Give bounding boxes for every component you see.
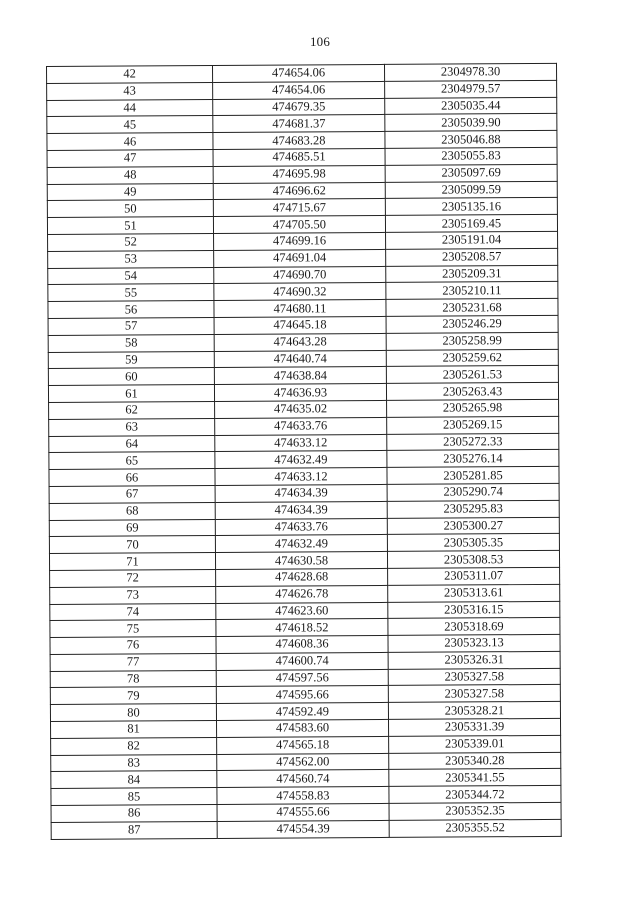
point-number-cell: 78: [50, 670, 216, 688]
point-number-cell: 59: [48, 351, 214, 369]
point-number-cell: 76: [50, 637, 216, 655]
y-coordinate-cell: 2305327.58: [388, 668, 560, 686]
x-coordinate-cell: 474634.39: [215, 501, 387, 519]
x-coordinate-cell: 474633.12: [215, 468, 387, 486]
y-coordinate-cell: 2305355.52: [389, 819, 561, 837]
x-coordinate-cell: 474595.66: [216, 686, 388, 704]
point-number-cell: 83: [51, 754, 217, 772]
x-coordinate-cell: 474690.70: [214, 266, 386, 284]
x-coordinate-cell: 474583.60: [217, 719, 389, 737]
x-coordinate-cell: 474633.76: [215, 417, 387, 435]
point-number-cell: 71: [49, 553, 215, 571]
y-coordinate-cell: 2305259.62: [386, 349, 558, 367]
y-coordinate-cell: 2305097.69: [385, 164, 557, 182]
y-coordinate-cell: 2305135.16: [385, 198, 557, 216]
y-coordinate-cell: 2305290.74: [387, 483, 559, 501]
y-coordinate-cell: 2305276.14: [387, 450, 559, 468]
x-coordinate-cell: 474643.28: [214, 333, 386, 351]
x-coordinate-cell: 474695.98: [213, 165, 385, 183]
y-coordinate-cell: 2305246.29: [386, 315, 558, 333]
y-coordinate-cell: 2305340.28: [389, 752, 561, 770]
point-number-cell: 77: [50, 653, 216, 671]
point-number-cell: 66: [49, 469, 215, 487]
y-coordinate-cell: 2304979.57: [385, 80, 557, 98]
x-coordinate-cell: 474560.74: [217, 770, 389, 788]
x-coordinate-cell: 474699.16: [214, 232, 386, 250]
x-coordinate-cell: 474680.11: [214, 300, 386, 318]
y-coordinate-cell: 2305308.53: [387, 550, 559, 568]
point-number-cell: 61: [48, 385, 214, 403]
point-number-cell: 73: [50, 586, 216, 604]
y-coordinate-cell: 2305209.31: [386, 265, 558, 283]
y-coordinate-cell: 2305344.72: [389, 786, 561, 804]
point-number-cell: 82: [51, 737, 217, 755]
x-coordinate-cell: 474691.04: [214, 249, 386, 267]
y-coordinate-cell: 2305341.55: [389, 769, 561, 787]
point-number-cell: 53: [48, 250, 214, 268]
point-number-cell: 58: [48, 334, 214, 352]
y-coordinate-cell: 2305035.44: [385, 97, 557, 115]
y-coordinate-cell: 2305258.99: [386, 332, 558, 350]
y-coordinate-cell: 2305328.21: [388, 702, 560, 720]
x-coordinate-cell: 474633.76: [215, 518, 387, 536]
point-number-cell: 79: [50, 687, 216, 705]
point-number-cell: 49: [47, 183, 213, 201]
x-coordinate-cell: 474597.56: [216, 669, 388, 687]
point-number-cell: 55: [48, 284, 214, 302]
y-coordinate-cell: 2305327.58: [388, 685, 560, 703]
point-number-cell: 87: [51, 821, 217, 839]
point-number-cell: 43: [47, 82, 213, 100]
y-coordinate-cell: 2305263.43: [386, 383, 558, 401]
y-coordinate-cell: 2305331.39: [388, 718, 560, 736]
x-coordinate-cell: 474633.12: [215, 434, 387, 452]
x-coordinate-cell: 474705.50: [213, 216, 385, 234]
point-number-cell: 42: [47, 65, 213, 83]
point-number-cell: 65: [49, 452, 215, 470]
point-number-cell: 81: [51, 721, 217, 739]
point-number-cell: 80: [50, 704, 216, 722]
y-coordinate-cell: 2305269.15: [387, 416, 559, 434]
x-coordinate-cell: 474628.68: [216, 568, 388, 586]
x-coordinate-cell: 474645.18: [214, 316, 386, 334]
x-coordinate-cell: 474715.67: [213, 199, 385, 217]
x-coordinate-cell: 474640.74: [214, 350, 386, 368]
point-number-cell: 60: [48, 368, 214, 386]
x-coordinate-cell: 474592.49: [216, 703, 388, 721]
y-coordinate-cell: 2305295.83: [387, 500, 559, 518]
page-number: 106: [309, 34, 331, 49]
x-coordinate-cell: 474623.60: [216, 602, 388, 620]
y-coordinate-cell: 2305039.90: [385, 114, 557, 132]
y-coordinate-cell: 2305169.45: [385, 215, 557, 233]
point-number-cell: 86: [51, 805, 217, 823]
point-number-cell: 46: [47, 133, 213, 151]
point-number-cell: 48: [47, 166, 213, 184]
y-coordinate-cell: 2305318.69: [388, 618, 560, 636]
y-coordinate-cell: 2305272.33: [387, 433, 559, 451]
x-coordinate-cell: 474554.39: [217, 820, 389, 838]
point-number-cell: 70: [49, 536, 215, 554]
x-coordinate-cell: 474630.58: [215, 552, 387, 570]
y-coordinate-cell: 2305231.68: [386, 299, 558, 317]
point-number-cell: 44: [47, 99, 213, 117]
coordinates-table-body: [47, 63, 562, 839]
x-coordinate-cell: 474696.62: [213, 182, 385, 200]
y-coordinate-cell: 2305313.61: [388, 584, 560, 602]
point-number-cell: 85: [51, 788, 217, 806]
x-coordinate-cell: 474600.74: [216, 652, 388, 670]
x-coordinate-cell: 474608.36: [216, 636, 388, 654]
y-coordinate-cell: 2305339.01: [389, 735, 561, 753]
x-coordinate-cell: 474558.83: [217, 787, 389, 805]
point-number-cell: 69: [49, 519, 215, 537]
y-coordinate-cell: 2305300.27: [387, 517, 559, 535]
point-number-cell: 64: [49, 435, 215, 453]
point-number-cell: 47: [47, 149, 213, 167]
point-number-cell: 52: [48, 233, 214, 251]
y-coordinate-cell: 2305326.31: [388, 651, 560, 669]
point-number-cell: 57: [48, 317, 214, 335]
x-coordinate-cell: 474638.84: [214, 367, 386, 385]
x-coordinate-cell: 474562.00: [217, 753, 389, 771]
y-coordinate-cell: 2305099.59: [385, 181, 557, 199]
y-coordinate-cell: 2305305.35: [387, 534, 559, 552]
x-coordinate-cell: 474634.39: [215, 484, 387, 502]
x-coordinate-cell: 474565.18: [217, 736, 389, 754]
y-coordinate-cell: 2305046.88: [385, 131, 557, 149]
x-coordinate-cell: 474632.49: [215, 451, 387, 469]
x-coordinate-cell: 474632.49: [215, 535, 387, 553]
point-number-cell: 54: [48, 267, 214, 285]
point-number-cell: 72: [50, 569, 216, 587]
x-coordinate-cell: 474654.06: [213, 81, 385, 99]
point-number-cell: 75: [50, 620, 216, 638]
y-coordinate-cell: 2305265.98: [387, 399, 559, 417]
x-coordinate-cell: 474685.51: [213, 148, 385, 166]
table-row: [51, 819, 561, 839]
y-coordinate-cell: 2304978.30: [384, 63, 556, 81]
y-coordinate-cell: 2305352.35: [389, 802, 561, 820]
x-coordinate-cell: 474555.66: [217, 803, 389, 821]
x-coordinate-cell: 474618.52: [216, 619, 388, 637]
y-coordinate-cell: 2305210.11: [386, 282, 558, 300]
point-number-cell: 45: [47, 116, 213, 134]
x-coordinate-cell: 474635.02: [215, 400, 387, 418]
point-number-cell: 67: [49, 485, 215, 503]
y-coordinate-cell: 2305208.57: [386, 248, 558, 266]
y-coordinate-cell: 2305191.04: [386, 231, 558, 249]
y-coordinate-cell: 2305281.85: [387, 466, 559, 484]
x-coordinate-cell: 474690.32: [214, 283, 386, 301]
x-coordinate-cell: 474681.37: [213, 115, 385, 133]
point-number-cell: 50: [47, 200, 213, 218]
point-number-cell: 51: [47, 217, 213, 235]
point-number-cell: 68: [49, 502, 215, 520]
x-coordinate-cell: 474683.28: [213, 132, 385, 150]
coordinates-table: [46, 63, 562, 840]
point-number-cell: 62: [49, 401, 215, 419]
point-number-cell: 56: [48, 301, 214, 319]
y-coordinate-cell: 2305055.83: [385, 147, 557, 165]
y-coordinate-cell: 2305323.13: [388, 634, 560, 652]
x-coordinate-cell: 474679.35: [213, 98, 385, 116]
point-number-cell: 74: [50, 603, 216, 621]
y-coordinate-cell: 2305316.15: [388, 601, 560, 619]
point-number-cell: 63: [49, 418, 215, 436]
x-coordinate-cell: 474626.78: [216, 585, 388, 603]
x-coordinate-cell: 474654.06: [212, 64, 384, 82]
y-coordinate-cell: 2305311.07: [388, 567, 560, 585]
x-coordinate-cell: 474636.93: [214, 384, 386, 402]
y-coordinate-cell: 2305261.53: [386, 366, 558, 384]
point-number-cell: 84: [51, 771, 217, 789]
